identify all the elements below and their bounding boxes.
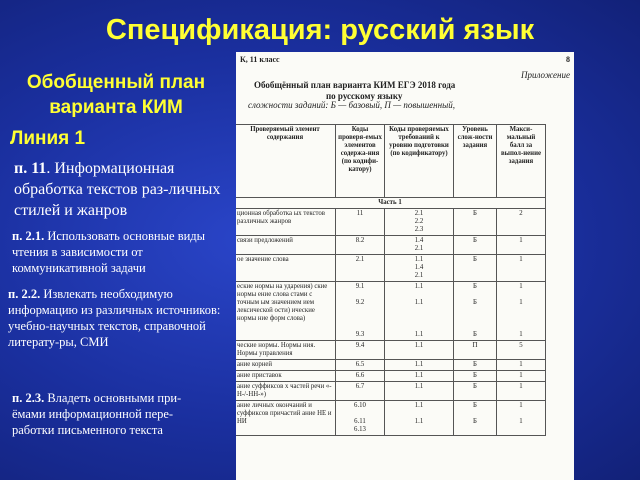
col-header: Уровень слож-ности задания [454,125,497,198]
table-cell-code: 6.7 [336,382,385,401]
table-cell-max: 5 [497,341,546,360]
table-row [236,360,546,371]
table-row [236,282,546,341]
item-description [14,158,224,221]
table-cell-max: 1 [497,255,546,282]
spec-table [236,124,546,436]
table-cell-code: 6.10 6.11 6.13 [336,401,385,436]
table-row [236,236,546,255]
table-cell-req: 1.1 [385,360,454,371]
doc-title: Обобщённый план варианта КИМ ЕГЭ 2018 года [254,80,456,90]
table-cell-max: 1 1 1 [497,282,546,341]
table-cell-req: 1.1 [385,382,454,401]
table-cell-code: 2.1 [336,255,385,282]
col-header: Проверяемый элемент содержания [236,125,336,198]
note-2-2 [8,286,223,350]
table-cell-lvl: Б Б Б [454,282,497,341]
doc-subtitle: по русскому языку [326,91,403,101]
table-cell-code: 11 [336,209,385,236]
table-cell-lvl: Б [454,236,497,255]
table-cell-req: 1.4 2.1 [385,236,454,255]
table-cell-lvl: Б [454,382,497,401]
table-cell-lvl: П [454,341,497,360]
note-number: п. 2.1. [12,229,45,243]
table-cell-lvl: Б Б [454,401,497,436]
item-number: п. 11 [14,160,47,177]
col-header: Макси-мальный балл за выпол-нение задания [497,125,546,198]
table-cell-el: ание приставок [236,371,336,382]
table-cell-el: ание личных окончаний и суффиксов причастий ание НЕ и НИ [236,401,336,436]
table-cell-req: 1.1 1.4 2.1 [385,255,454,282]
item-text: . Информационная обработка текстов раз-личных стилей и жанров [14,160,221,219]
table-cell-code: 9.4 [336,341,385,360]
table-cell-req: 1.1 1.1 [385,401,454,436]
col-header: Коды проверя-емых элементов содержа-ния (по кодифи-катору) [336,125,385,198]
table-cell-code: 6.5 [336,360,385,371]
note-2-1 [12,228,217,276]
doc-appendix: Приложение [520,70,570,80]
plan-heading: Обобщенный план варианта КИМ [26,72,206,118]
table-cell-max: 1 [497,382,546,401]
table-cell-lvl: Б [454,255,497,282]
table-cell-req: 2.1 2.2 2.3 [385,209,454,236]
table-cell-lvl: Б [454,371,497,382]
part-row [236,198,546,209]
table-cell-lvl: Б [454,209,497,236]
note-text: Владеть основными при-ёмами информационной пере-работки письменного текста [12,391,182,437]
table-row [236,401,546,436]
doc-header-left: К, 11 класс [240,55,280,64]
note-text: Использовать основные виды чтения в зависимости от коммуникативной задачи [12,229,206,275]
table-cell-req: 1.1 [385,371,454,382]
table-row [236,341,546,360]
table-cell-max: 1 [497,360,546,371]
col-header: Коды проверяемых требований к уровню подготовки (по кодификатору) [385,125,454,198]
table-cell-code: 6.6 [336,371,385,382]
doc-header-right: 8 [566,55,570,64]
table-cell-el: ческие нормы. Нормы ния. Нормы управления [236,341,336,360]
table-cell-el: ое значение слова [236,255,336,282]
table-cell-el: еские нормы на ударения) ские нормы ение слова стами с точным ым значением ием лексической ости) ические нормы ние форм слова) [236,282,336,341]
table-cell-max: 1 [497,236,546,255]
doc-legend: сложности заданий: Б — базовый, П — повышенный, [248,100,455,110]
table-cell-code: 9.1 9.2 9.3 [336,282,385,341]
line-heading: Линия 1 [10,128,86,149]
table-row [236,371,546,382]
note-text: Извлекать необходимую информацию из различных источников: учебно-научных текстов, справочной литерату-ры, СМИ [8,287,221,349]
table-row [236,382,546,401]
note-2-3 [12,390,192,438]
table-cell-max: 1 1 [497,401,546,436]
table-header-row [236,125,546,198]
table-cell-el: связи предложений [236,236,336,255]
table-cell-req: 1.1 1.1 1.1 [385,282,454,341]
note-number: п. 2.3. [12,391,45,405]
page-title: Спецификация: русский язык [105,14,535,46]
table-cell-req: 1.1 [385,341,454,360]
note-number: п. 2.2. [8,287,41,301]
table-cell-lvl: Б [454,360,497,371]
part-label: Часть 1 [236,198,546,209]
table-cell-max: 2 [497,209,546,236]
table-cell-max: 1 [497,371,546,382]
table-cell-el: ание корней [236,360,336,371]
table-row [236,209,546,236]
table-cell-el: ционная обработка ых текстов различных жанров [236,209,336,236]
table-row [236,255,546,282]
spec-document-image [236,52,574,480]
table-cell-code: 8.2 [336,236,385,255]
table-cell-el: ание суффиксов х частей речи «-Н-/-НН-») [236,382,336,401]
